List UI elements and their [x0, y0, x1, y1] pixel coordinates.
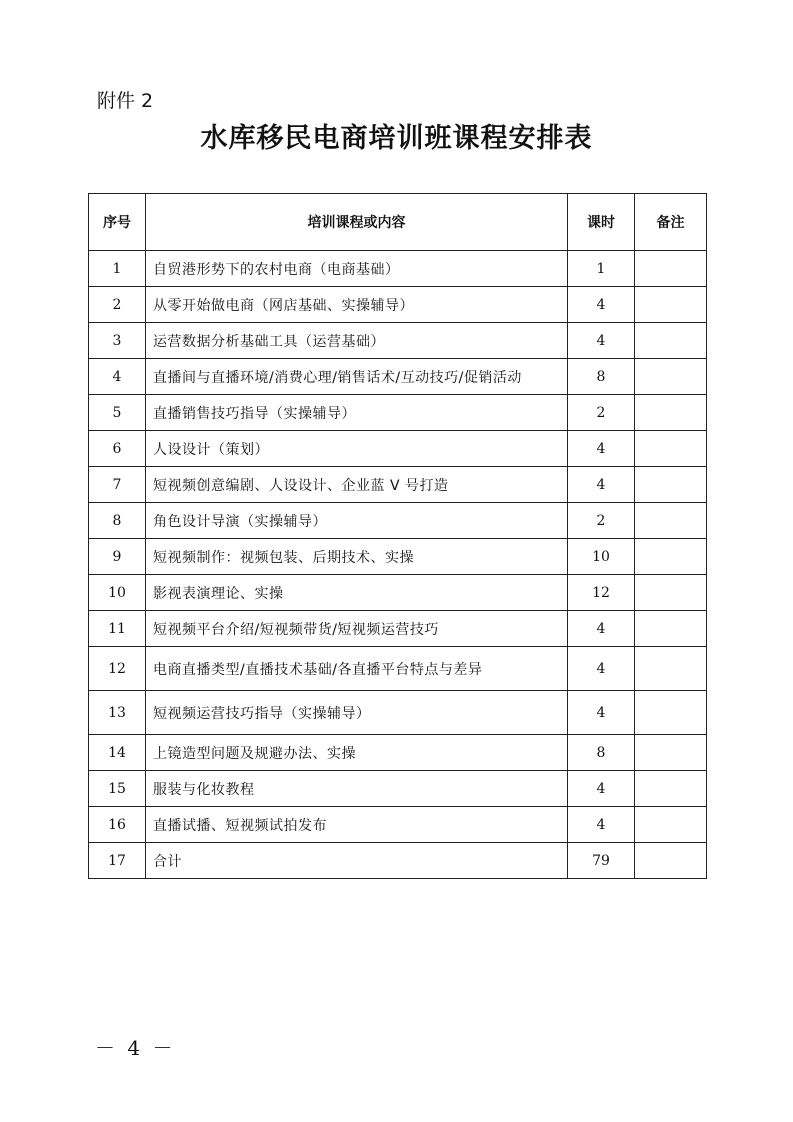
row-content: 合计: [146, 843, 568, 879]
table-row: [89, 431, 707, 467]
row-hours: 4: [568, 807, 635, 843]
row-note: [635, 539, 707, 575]
row-index: 13: [89, 691, 146, 735]
row-note: [635, 735, 707, 771]
row-note: [635, 771, 707, 807]
row-index: 8: [89, 503, 146, 539]
row-index: 16: [89, 807, 146, 843]
row-content: 上镜造型问题及规避办法、实操: [146, 735, 568, 771]
row-hours: 4: [568, 611, 635, 647]
table-header-row: [89, 194, 707, 251]
row-index: 6: [89, 431, 146, 467]
row-hours: 1: [568, 251, 635, 287]
row-note: [635, 395, 707, 431]
table-row: [89, 287, 707, 323]
row-hours: 12: [568, 575, 635, 611]
table-row: [89, 843, 707, 879]
row-content: 人设设计（策划）: [146, 431, 568, 467]
row-index: 4: [89, 359, 146, 395]
row-note: [635, 467, 707, 503]
attachment-label: 附件 2: [97, 90, 154, 112]
row-content: 直播试播、短视频试拍发布: [146, 807, 568, 843]
row-content: 服装与化妆教程: [146, 771, 568, 807]
row-note: [635, 431, 707, 467]
row-hours: 4: [568, 691, 635, 735]
row-content: 直播间与直播环境/消费心理/销售话术/互动技巧/促销活动: [146, 359, 568, 395]
page-number: － 4 －: [95, 1036, 176, 1060]
table-row: [89, 691, 707, 735]
table-row: [89, 251, 707, 287]
row-hours: 10: [568, 539, 635, 575]
row-index: 15: [89, 771, 146, 807]
row-note: [635, 691, 707, 735]
row-hours: 2: [568, 503, 635, 539]
row-index: 5: [89, 395, 146, 431]
table-row: [89, 647, 707, 691]
row-index: 17: [89, 843, 146, 879]
row-note: [635, 843, 707, 879]
row-content: 短视频创意编剧、人设设计、企业蓝 V 号打造: [146, 467, 568, 503]
row-index: 10: [89, 575, 146, 611]
row-content: 影视表演理论、实操: [146, 575, 568, 611]
row-note: [635, 323, 707, 359]
row-content: 角色设计导演（实操辅导）: [146, 503, 568, 539]
row-note: [635, 359, 707, 395]
row-note: [635, 251, 707, 287]
table-row: [89, 539, 707, 575]
row-index: 12: [89, 647, 146, 691]
row-index: 7: [89, 467, 146, 503]
table-row: [89, 359, 707, 395]
header-content: 培训课程或内容: [146, 194, 568, 251]
course-schedule-table: [88, 193, 707, 879]
row-hours: 4: [568, 287, 635, 323]
row-content: 短视频运营技巧指导（实操辅导）: [146, 691, 568, 735]
table-row: [89, 611, 707, 647]
row-index: 9: [89, 539, 146, 575]
table-row: [89, 735, 707, 771]
row-hours: 2: [568, 395, 635, 431]
row-hours: 79: [568, 843, 635, 879]
row-index: 3: [89, 323, 146, 359]
table-row: [89, 771, 707, 807]
row-note: [635, 807, 707, 843]
row-hours: 8: [568, 359, 635, 395]
row-content: 自贸港形势下的农村电商（电商基础）: [146, 251, 568, 287]
row-hours: 8: [568, 735, 635, 771]
row-index: 1: [89, 251, 146, 287]
row-index: 11: [89, 611, 146, 647]
document-title: 水库移民电商培训班课程安排表: [200, 123, 593, 154]
table-row: [89, 503, 707, 539]
row-content: 从零开始做电商（网店基础、实操辅导）: [146, 287, 568, 323]
header-note: 备注: [635, 194, 707, 251]
row-note: [635, 287, 707, 323]
table-row: [89, 467, 707, 503]
row-note: [635, 611, 707, 647]
row-content: 短视频平台介绍/短视频带货/短视频运营技巧: [146, 611, 568, 647]
row-hours: 4: [568, 431, 635, 467]
row-note: [635, 503, 707, 539]
row-hours: 4: [568, 323, 635, 359]
table-row: [89, 395, 707, 431]
row-hours: 4: [568, 467, 635, 503]
row-content: 短视频制作：视频包装、后期技术、实操: [146, 539, 568, 575]
row-content: 直播销售技巧指导（实操辅导）: [146, 395, 568, 431]
row-index: 14: [89, 735, 146, 771]
row-hours: 4: [568, 771, 635, 807]
row-content: 电商直播类型/直播技术基础/各直播平台特点与差异: [146, 647, 568, 691]
row-note: [635, 575, 707, 611]
table-row: [89, 323, 707, 359]
header-hours: 课时: [568, 194, 635, 251]
row-content: 运营数据分析基础工具（运营基础）: [146, 323, 568, 359]
row-note: [635, 647, 707, 691]
row-hours: 4: [568, 647, 635, 691]
table-row: [89, 575, 707, 611]
header-index: 序号: [89, 194, 146, 251]
row-index: 2: [89, 287, 146, 323]
table-row: [89, 807, 707, 843]
